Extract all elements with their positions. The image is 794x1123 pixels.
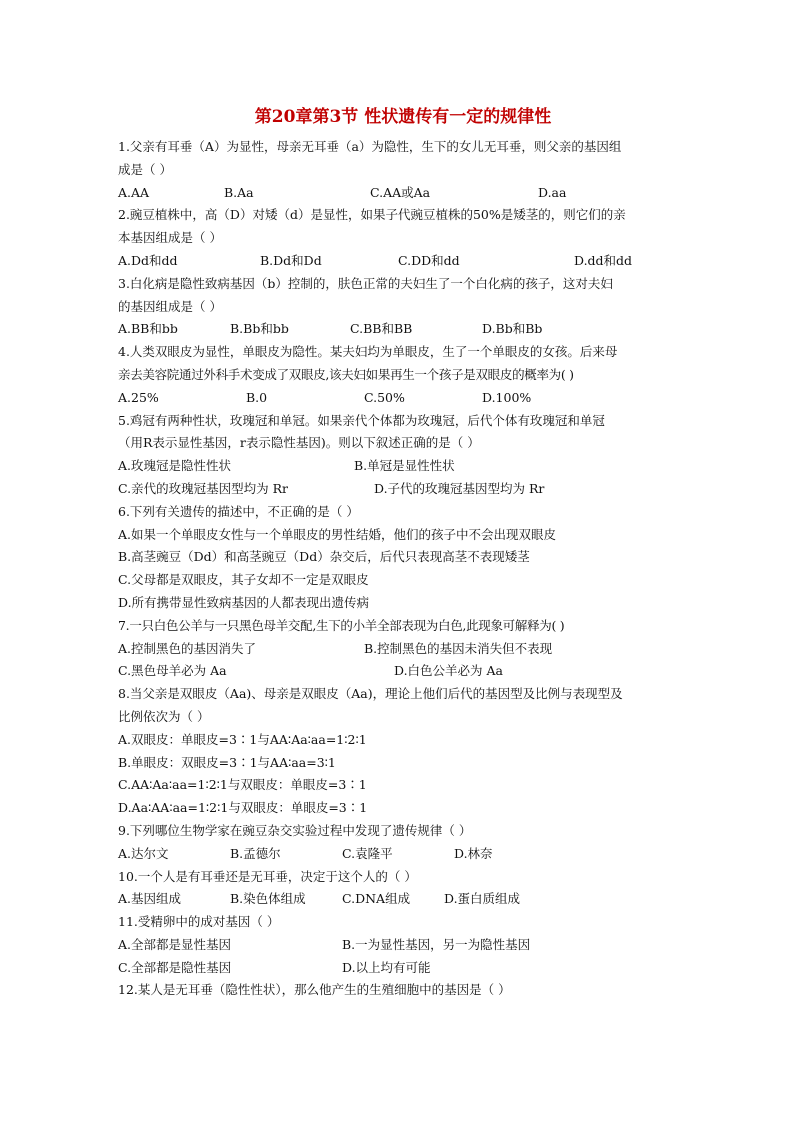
option-a[interactable]: A.AA [118, 184, 150, 200]
option-row [118, 843, 688, 866]
question-stem: 3.白化病是隐性致病基因（b）控制的，肤色正常的夫妇生了一个白化病的孩子，这对夫妇 [118, 275, 613, 291]
option-b[interactable]: B.Aa [224, 184, 254, 200]
question-4 [118, 341, 688, 409]
question-11 [118, 911, 688, 979]
question-stem: 11.受精卵中的成对基因（ ） [118, 914, 280, 930]
option-a[interactable]: A.双眼皮：单眼皮=3∶1与AA∶Aa∶aa=1∶2∶1 [118, 731, 367, 747]
option-d[interactable]: D.Aa∶AA∶aa=1∶2∶1与双眼皮：单眼皮=3∶1 [118, 800, 368, 816]
question-2 [118, 204, 688, 272]
question-stem: 5.鸡冠有两种性状，玫瑰冠和单冠。如果亲代个体都为玫瑰冠，后代个体有玫瑰冠和单冠 [118, 412, 605, 428]
option-c[interactable]: C.50% [364, 389, 405, 405]
option-a[interactable]: A.BB和bb [118, 321, 178, 337]
question-10 [118, 866, 688, 912]
worksheet-page [118, 100, 688, 1002]
option-d[interactable]: D.所有携带显性致病基因的人都表现出遗传病 [118, 594, 370, 610]
question-9 [118, 820, 688, 866]
option-d[interactable]: D.蛋白质组成 [444, 891, 521, 907]
option-b[interactable]: B.0 [246, 389, 268, 405]
option-b[interactable]: B.孟德尔 [230, 845, 281, 861]
question-1 [118, 136, 688, 204]
option-row [118, 660, 688, 683]
question-stem: 12.某人是无耳垂（隐性性状），那么他产生的生殖细胞中的基因是（ ） [118, 982, 511, 998]
option-d[interactable]: D.Bb和Bb [482, 321, 543, 337]
question-5 [118, 410, 688, 501]
option-c[interactable]: C.父母都是双眼皮，其子女却不一定是双眼皮 [118, 572, 369, 588]
option-b[interactable]: B.单冠是显性性状 [354, 458, 455, 474]
option-b[interactable]: B.控制黑色的基因未消失但不表现 [364, 640, 553, 656]
question-stem: 6.下列有关遗传的描述中，不正确的是（ ） [118, 503, 359, 519]
question-stem: （用R表示显性基因，r表示隐性基因)。则以下叙述正确的是（ ） [118, 435, 480, 451]
option-row [118, 478, 688, 501]
option-a[interactable]: A.全部都是显性基因 [118, 936, 232, 952]
option-a[interactable]: A.基因组成 [118, 891, 182, 907]
option-d[interactable]: D.dd和dd [574, 252, 633, 268]
option-d[interactable]: D.子代的玫瑰冠基因型均为 Rr [374, 480, 545, 496]
option-b[interactable]: B.Bb和bb [230, 321, 289, 337]
option-row [118, 957, 688, 980]
option-row [118, 888, 688, 911]
option-b[interactable]: B.一为显性基因，另一为隐性基因 [342, 936, 531, 952]
option-a[interactable]: A.玫瑰冠是隐性性状 [118, 458, 232, 474]
option-row [118, 934, 688, 957]
question-stem: 2.豌豆植株中，高（D）对矮（d）是显性，如果子代豌豆植株的50%是矮茎的，则它们的亲 [118, 207, 626, 223]
option-row [118, 182, 688, 205]
option-c[interactable]: C.袁隆平 [342, 845, 393, 861]
question-stem: 10.一个人是有耳垂还是无耳垂，决定于这个人的（ ） [118, 868, 417, 884]
option-row [118, 455, 688, 478]
question-8 [118, 683, 688, 820]
option-c[interactable]: C.DNA组成 [342, 891, 411, 907]
question-stem: 亲去美容院通过外科手术变成了双眼皮,该夫妇如果再生一个孩子是双眼皮的概率为( ) [118, 366, 574, 382]
question-stem: 9.下列哪位生物学家在豌豆杂交实验过程中发现了遗传规律（ ） [118, 822, 472, 838]
question-3 [118, 273, 688, 341]
question-stem: 8.当父亲是双眼皮（Aa)、母亲是双眼皮（Aa)，理论上他们后代的基因型及比例与表现型及 [118, 686, 623, 702]
option-c[interactable]: C.DD和dd [398, 252, 460, 268]
question-stem: 的基因组成是（ ） [118, 298, 222, 314]
option-c[interactable]: C.AA∶Aa∶aa=1∶2∶1与双眼皮：单眼皮=3∶1 [118, 777, 367, 793]
option-d[interactable]: D.林奈 [454, 845, 493, 861]
question-stem: 本基因组成是（ ） [118, 230, 222, 246]
option-a[interactable]: A.Dd和dd [118, 252, 178, 268]
option-c[interactable]: C.全部都是隐性基因 [118, 959, 232, 975]
option-row [118, 250, 688, 273]
question-12 [118, 979, 688, 1002]
question-6 [118, 501, 688, 615]
question-stem: 成是（ ） [118, 161, 172, 177]
question-7 [118, 615, 688, 683]
option-a[interactable]: A.控制黑色的基因消失了 [118, 640, 257, 656]
option-c[interactable]: C.BB和BB [350, 321, 413, 337]
option-row [118, 318, 688, 341]
question-stem: 1.父亲有耳垂（A）为显性，母亲无耳垂（a）为隐性，生下的女儿无耳垂，则父亲的基因组 [118, 139, 622, 154]
option-c[interactable]: C.亲代的玫瑰冠基因型均为 Rr [118, 480, 288, 496]
question-stem: 7.一只白色公羊与一只黑色母羊交配,生下的小羊全部表现为白色,此现象可解释为( ) [118, 617, 565, 633]
option-d[interactable]: D.100% [482, 389, 532, 405]
option-a[interactable]: A.达尔文 [118, 845, 169, 861]
option-d[interactable]: D.以上均有可能 [342, 959, 431, 975]
option-a[interactable]: A.25% [118, 389, 159, 405]
question-stem: 比例依次为（ ） [118, 708, 210, 724]
option-c[interactable]: C.AA或Aa [370, 184, 431, 200]
option-d[interactable]: D.白色公羊必为 Aa [394, 663, 504, 679]
option-a[interactable]: A.如果一个单眼皮女性与一个单眼皮的男性结婚，他们的孩子中不会出现双眼皮 [118, 526, 557, 542]
page-title: 第20章第3节 性状遗传有一定的规律性 [254, 107, 552, 127]
option-row [118, 638, 688, 661]
option-c[interactable]: C.黑色母羊必为 Aa [118, 663, 227, 679]
option-b[interactable]: B.高茎豌豆（Dd）和高茎豌豆（Dd）杂交后，后代只表现高茎不表现矮茎 [118, 549, 530, 565]
option-b[interactable]: B.单眼皮：双眼皮=3∶1与AA∶aa=3∶1 [118, 754, 336, 770]
option-d[interactable]: D.aa [538, 184, 567, 200]
option-row [118, 387, 688, 410]
option-b[interactable]: B.染色体组成 [230, 891, 306, 907]
option-b[interactable]: B.Dd和Dd [260, 252, 322, 268]
question-stem: 4.人类双眼皮为显性，单眼皮为隐性。某夫妇均为单眼皮，生了一个单眼皮的女孩。后来母 [118, 344, 618, 360]
